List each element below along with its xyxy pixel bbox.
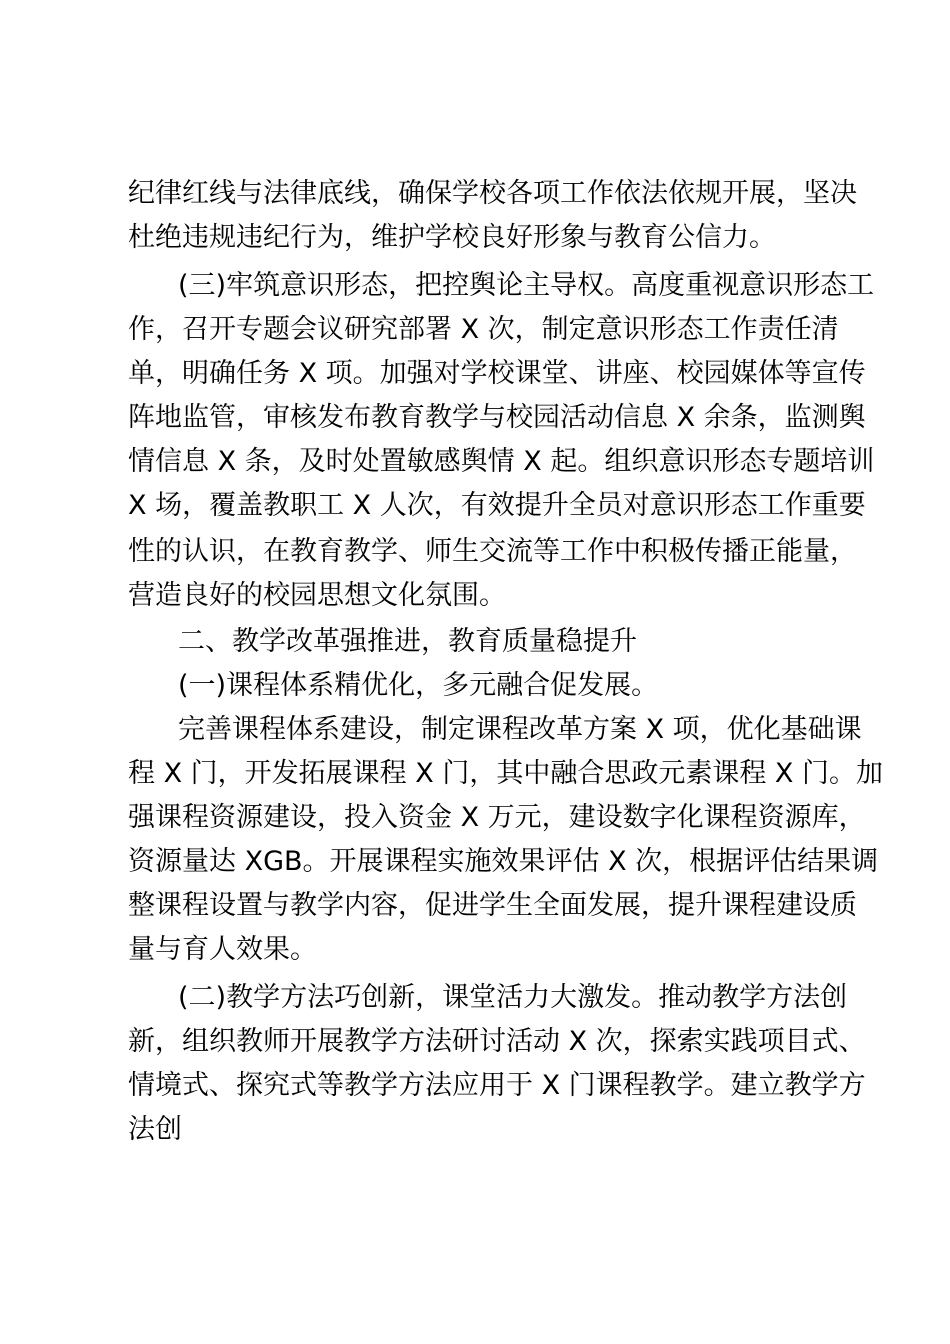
paragraph-heading: (三)牢筑意识形态，把控舆论主导权。高度重视意识形态工	[178, 270, 875, 301]
text-line: X 场，覆盖教职工 X 人次，有效提升全员对意识形态工作重要	[128, 490, 866, 521]
text-line: 完善课程体系建设，制定课程改革方案 X 项，优化基础课	[178, 714, 862, 745]
text-line: 情境式、探究式等教学方法应用于 X 门课程教学。建立教学方	[128, 1070, 866, 1101]
text-line: 整课程设置与教学内容，促进学生全面发展，提升课程建设质	[128, 890, 857, 921]
text-line: 强课程资源建设，投入资金 X 万元，建设数字化课程资源库，	[128, 802, 866, 833]
text-line: 作，召开专题会议研究部署 X 次，制定意识形态工作责任清	[128, 314, 839, 345]
text-line: 性的认识，在教育教学、师生交流等工作中积极传播正能量，	[128, 536, 857, 567]
text-line: 程 X 门，开发拓展课程 X 门，其中融合思政元素课程 X 门。加	[128, 758, 883, 789]
text-line: 阵地监管，审核发布教育教学与校园活动信息 X 余条，监测舆	[128, 402, 866, 433]
text-line: 新，组织教师开展教学方法研讨活动 X 次，探索实践项目式、	[128, 1026, 866, 1057]
subsection-heading: (一)课程体系精优化，多元融合促发展。	[178, 670, 659, 701]
text-line: 纪律红线与法律底线，确保学校各项工作依法依规开展，坚决	[128, 178, 857, 209]
text-line: 资源量达 XGB。开展课程实施效果评估 X 次，根据评估结果调	[128, 846, 879, 877]
paragraph-heading: (二)教学方法巧创新，课堂活力大激发。推动教学方法创	[178, 982, 848, 1013]
section-heading: 二、教学改革强推进，教育质量稳提升	[178, 626, 637, 657]
text-line: 单，明确任务 X 项。加强对学校课堂、讲座、校园媒体等宣传	[128, 358, 866, 389]
text-line: 营造良好的校园思想文化氛围。	[128, 580, 506, 611]
text-line: 法创	[128, 1114, 182, 1145]
text-line: 杜绝违规违纪行为，维护学校良好形象与教育公信力。	[128, 222, 776, 253]
text-line: 情信息 X 条，及时处置敏感舆情 X 起。组织意识形态专题培训	[128, 446, 875, 477]
text-line: 量与育人效果。	[128, 934, 317, 965]
